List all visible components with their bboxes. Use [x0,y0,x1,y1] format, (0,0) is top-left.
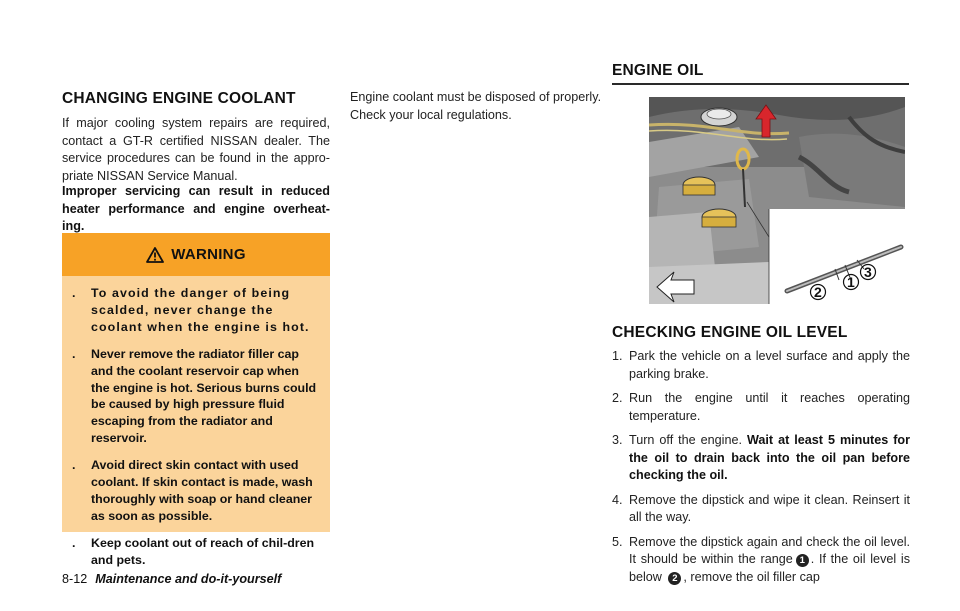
figure-label-3: 3 [864,264,872,280]
list-item [612,390,910,425]
list-item [612,348,910,383]
warning-item [62,285,330,336]
bullet: . [72,458,76,473]
bullet: . [72,286,76,300]
coolant-warning-note: Improper servicing can result in reduced heater performance and engine overheat-ing. [62,184,330,233]
step-text: Remove the dipstick again and check the oil level. It should be within the range [629,534,910,566]
step-number: 5. [612,534,623,549]
engine-dipstick-illustration [649,97,905,304]
warning-header [62,233,330,276]
warning-item-text: Avoid direct skin contact with used coolant. If skin contact is made, wash thoroughly with soap or hand cleaner as soon as possible. [91,458,313,523]
page-number: 8-12 [62,572,88,586]
circled-ref-2: 2 [668,572,681,585]
warning-item [62,457,330,525]
disposal-paragraph: Engine coolant must be disposed of properly. Check your local regulations. [350,90,602,122]
chapter-title: Maintenance and do-it-yourself [95,572,282,586]
bullet: . [72,346,76,361]
step-bold-text: Wait at least 5 minutes for the oil to drain back into the oil pan before checking the oil. [629,433,911,482]
step-number: 1. [612,349,623,363]
step-text: Run the engine until it reaches operating temperature. [629,391,910,423]
step-text: , remove the oil filler cap [683,569,820,584]
warning-list [62,285,330,579]
coolant-paragraph: If major cooling system repairs are required, contact a GT-R certified NISSAN dealer. The service procedures can be found in the appro-priate NISSAN Service Manual. [62,116,330,183]
warning-item-text: To avoid the danger of being scalded, never change the coolant when the engine is hot. [91,286,310,334]
page-footer [62,572,281,586]
step-text: Park the vehicle on a level surface and apply the parking brake. [629,349,910,381]
step-text: Turn off the engine. [629,433,742,447]
warning-item-text: Never remove the radiator filler cap and the coolant reservoir cap when the engine is hot. Serious burns could be caused by high pressure fluid escaping from the radiator and reservoir. [91,346,317,446]
circled-ref-1: 1 [796,554,809,567]
step-number: 4. [612,492,623,507]
bullet: . [72,535,76,550]
section-heading-engine-oil: ENGINE OIL [612,62,704,79]
warning-item [62,535,330,569]
step-number: 3. [612,433,623,447]
warning-box [62,233,330,567]
step-number: 2. [612,391,623,405]
oil-check-steps [612,348,910,593]
section-heading-coolant: CHANGING ENGINE COOLANT [62,90,296,107]
list-item [612,534,910,587]
warning-item [62,346,330,447]
step-text: . If the oil level is below [629,552,910,584]
step-text: Remove the dipstick and wipe it clean. Reinsert it all the way. [629,492,910,524]
warning-title: WARNING [171,246,246,263]
list-item [612,432,910,485]
figure-label-2: 2 [814,284,822,300]
warning-item-text: Keep coolant out of reach of chil-dren and pets. [91,535,315,567]
section-subheading-check-oil: CHECKING ENGINE OIL LEVEL [612,324,848,341]
warning-triangle-icon [146,247,164,263]
heading-rule [612,83,909,85]
list-item [612,492,910,527]
figure-label-1: 1 [847,274,855,290]
